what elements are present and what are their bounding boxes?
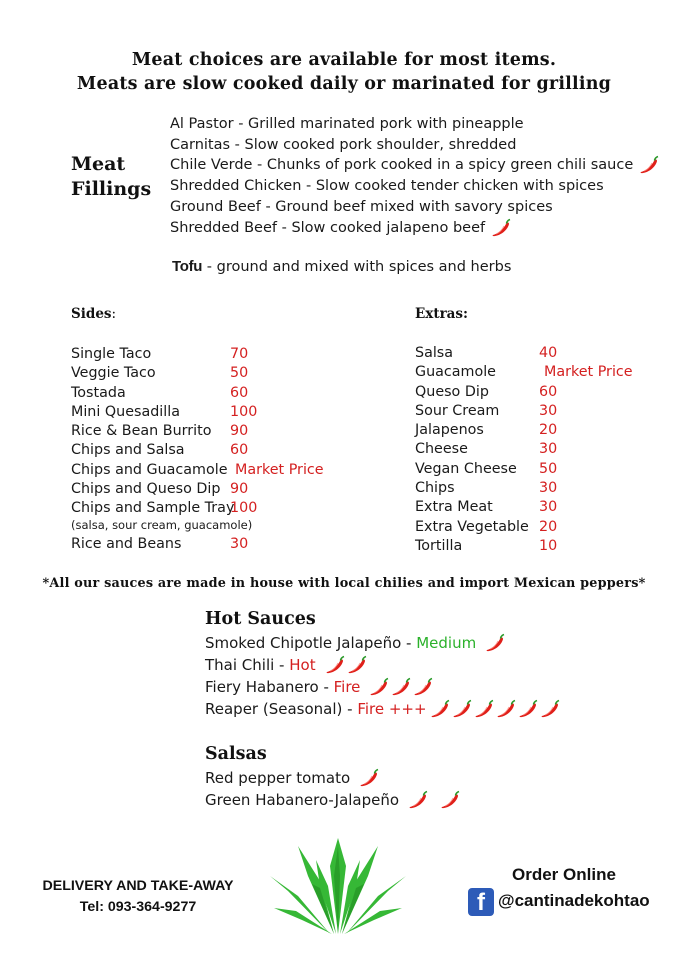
- chili-pepper-icon: [484, 633, 506, 653]
- item-name: Vegan Cheese: [415, 460, 517, 477]
- menu-header: [0, 48, 688, 96]
- sauce-note: *All our sauces are made in house with local chilies and import Mexican peppers*: [42, 576, 646, 591]
- tofu-item: [172, 258, 511, 275]
- item-name: Tostada: [71, 384, 126, 401]
- item-price: Market Price: [235, 461, 324, 478]
- chili-pepper-icon: [368, 677, 390, 697]
- item-name: Sour Cream: [415, 402, 500, 419]
- header-line-1: Meat choices are available for most items.: [131, 50, 557, 70]
- hot-sauce-item: [205, 632, 561, 654]
- item-name: Cheese: [415, 441, 468, 458]
- meat-filling-text: Shredded Chicken - Slow cooked tender chicken with spices: [170, 178, 604, 195]
- price-row: [415, 440, 675, 459]
- item-name: Mini Quesadilla: [71, 403, 180, 420]
- item-price: 100: [230, 500, 258, 517]
- heat-level: Fire: [333, 678, 361, 696]
- salsas-list: [205, 767, 471, 811]
- sauce-name: Smoked Chipotle Jalapeño -: [205, 634, 417, 652]
- meat-filling-item: [170, 197, 660, 218]
- chili-pepper-icon: [412, 677, 434, 697]
- phone-number: Tel: 093-364-9277: [79, 899, 197, 915]
- header-line-2: Meats are slow cooked daily or marinated for grilling: [76, 74, 612, 94]
- price-row: [71, 461, 391, 480]
- chili-pepper-icon: [324, 655, 346, 675]
- sides-table: [71, 345, 391, 554]
- item-price: 60: [230, 442, 249, 459]
- heat-level: Medium: [416, 634, 477, 652]
- price-row: [71, 441, 391, 460]
- meat-title-line-1: Meat: [71, 153, 126, 175]
- item-price: 50: [230, 365, 249, 382]
- facebook-icon[interactable]: [468, 888, 494, 916]
- order-online-title: Order Online: [512, 865, 616, 884]
- item-name: Salsa: [415, 345, 454, 361]
- item-price: 30: [539, 499, 558, 516]
- tofu-name: Tofu: [172, 258, 203, 275]
- extras-table: [415, 344, 675, 556]
- meat-filling-text: Carnitas - Slow cooked pork shoulder, shredded: [170, 136, 517, 153]
- meat-filling-text: Chile Verde - Chunks of pork cooked in a spicy green chili sauce: [170, 157, 634, 174]
- price-row: [71, 535, 391, 554]
- meat-fillings-list: [170, 114, 660, 238]
- item-name: Single Taco: [71, 346, 152, 362]
- price-row: [415, 479, 675, 498]
- item-price: 30: [539, 441, 558, 458]
- price-row: [415, 460, 675, 479]
- meat-filling-item: [170, 218, 660, 239]
- item-name: Extra Vegetable: [415, 518, 529, 535]
- price-row: [415, 518, 675, 537]
- meat-filling-item: [170, 114, 660, 135]
- meat-filling-text: Shredded Beef - Slow cooked jalapeno beef: [170, 219, 486, 236]
- item-price: 40: [539, 345, 558, 361]
- hot-sauce-item: [205, 676, 561, 698]
- item-price: Market Price: [544, 364, 633, 381]
- heat-level: Fire +++: [357, 700, 427, 718]
- item-name: Chips: [415, 480, 455, 497]
- item-price: 100: [230, 403, 258, 420]
- sample-tray-note: (salsa, sour cream, guacamole): [71, 517, 253, 532]
- meat-filling-item: [170, 135, 660, 156]
- item-name: Guacamole: [415, 364, 496, 381]
- item-name: Chips and Salsa: [71, 442, 185, 459]
- sauce-name: Red pepper tomato: [205, 769, 351, 787]
- price-row: [71, 384, 391, 403]
- chili-pepper-icon: [429, 699, 451, 719]
- item-price: 90: [230, 481, 249, 498]
- item-price: 60: [539, 383, 558, 400]
- sauce-name: Green Habanero-Jalapeño: [205, 791, 400, 809]
- meat-filling-text: Ground Beef - Ground beef mixed with savory spices: [170, 198, 553, 215]
- price-row: [415, 498, 675, 517]
- sides-title: [71, 306, 116, 322]
- chili-pepper-icon: [638, 155, 660, 175]
- price-row: [415, 363, 675, 382]
- salsa-item: [205, 767, 471, 789]
- sauce-name: Fiery Habanero -: [205, 678, 334, 696]
- price-row: [71, 480, 391, 499]
- price-row: [415, 402, 675, 421]
- price-row: [71, 345, 391, 364]
- item-price: 90: [230, 423, 249, 440]
- extras-title: Extras:: [415, 306, 469, 322]
- item-price: 30: [230, 535, 249, 552]
- agave-plant-icon: [268, 836, 408, 936]
- item-name: Tortilla: [415, 537, 463, 554]
- meat-filling-text: Al Pastor - Grilled marinated pork with pineapple: [170, 116, 524, 132]
- sauce-name: Reaper (Seasonal) -: [205, 700, 358, 718]
- hot-sauce-item: [205, 698, 561, 720]
- chili-pepper-icon: [495, 699, 517, 719]
- chili-pepper-icon: [439, 790, 461, 810]
- item-price: 10: [539, 537, 558, 554]
- facebook-icon-glyph: f: [477, 889, 485, 916]
- meat-title-line-2: Fillings: [71, 178, 152, 200]
- meat-filling-item: [170, 155, 660, 176]
- item-price: 30: [539, 480, 558, 497]
- item-price: 50: [539, 460, 558, 477]
- delivery-label: DELIVERY AND TAKE-AWAY: [42, 878, 234, 894]
- chili-pepper-icon: [346, 655, 368, 675]
- hot-sauces-list: [205, 632, 561, 720]
- sides-title-colon: :: [111, 306, 117, 322]
- price-row: [415, 421, 675, 440]
- sides-title-text: Sides: [71, 306, 112, 322]
- price-row: [71, 422, 391, 441]
- item-name: Queso Dip: [415, 383, 489, 400]
- meat-fillings-title: [71, 152, 151, 202]
- chili-pepper-icon: [539, 699, 561, 719]
- price-row: [415, 383, 675, 402]
- item-name: Rice & Bean Burrito: [71, 423, 212, 440]
- price-row: [71, 403, 391, 422]
- item-price: 60: [230, 384, 249, 401]
- item-name: Chips and Sample Tray: [71, 500, 235, 517]
- chili-pepper-icon: [517, 699, 539, 719]
- facebook-handle[interactable]: @cantinadekohtao: [498, 891, 650, 910]
- chili-pepper-icon: [390, 677, 412, 697]
- item-name: Extra Meat: [415, 499, 493, 516]
- item-price: 30: [539, 402, 558, 419]
- tofu-description: - ground and mixed with spices and herbs: [202, 259, 512, 275]
- item-name: Veggie Taco: [71, 365, 156, 382]
- item-price: 20: [539, 422, 558, 439]
- salsa-item: [205, 789, 471, 811]
- hot-sauce-item: [205, 654, 561, 676]
- item-price: 70: [230, 346, 249, 362]
- salsas-title: Salsas: [205, 744, 267, 764]
- chili-pepper-icon: [407, 790, 429, 810]
- hot-sauces-title: Hot Sauces: [205, 609, 316, 629]
- item-name: Rice and Beans: [71, 535, 182, 552]
- delivery-info: [34, 876, 242, 918]
- item-name: Chips and Guacamole: [71, 461, 228, 478]
- item-name: Chips and Queso Dip: [71, 481, 221, 498]
- heat-level: Hot: [289, 656, 316, 674]
- price-row: [415, 344, 675, 363]
- chili-pepper-icon: [451, 699, 473, 719]
- price-row: [71, 364, 391, 383]
- item-price: 20: [539, 518, 558, 535]
- chili-pepper-icon: [490, 218, 512, 238]
- sauce-name: Thai Chili -: [205, 656, 290, 674]
- price-row: [415, 537, 675, 556]
- chili-pepper-icon: [358, 768, 380, 788]
- meat-filling-item: [170, 176, 660, 197]
- price-row: [71, 499, 391, 518]
- chili-pepper-icon: [473, 699, 495, 719]
- item-name: Jalapenos: [415, 422, 484, 439]
